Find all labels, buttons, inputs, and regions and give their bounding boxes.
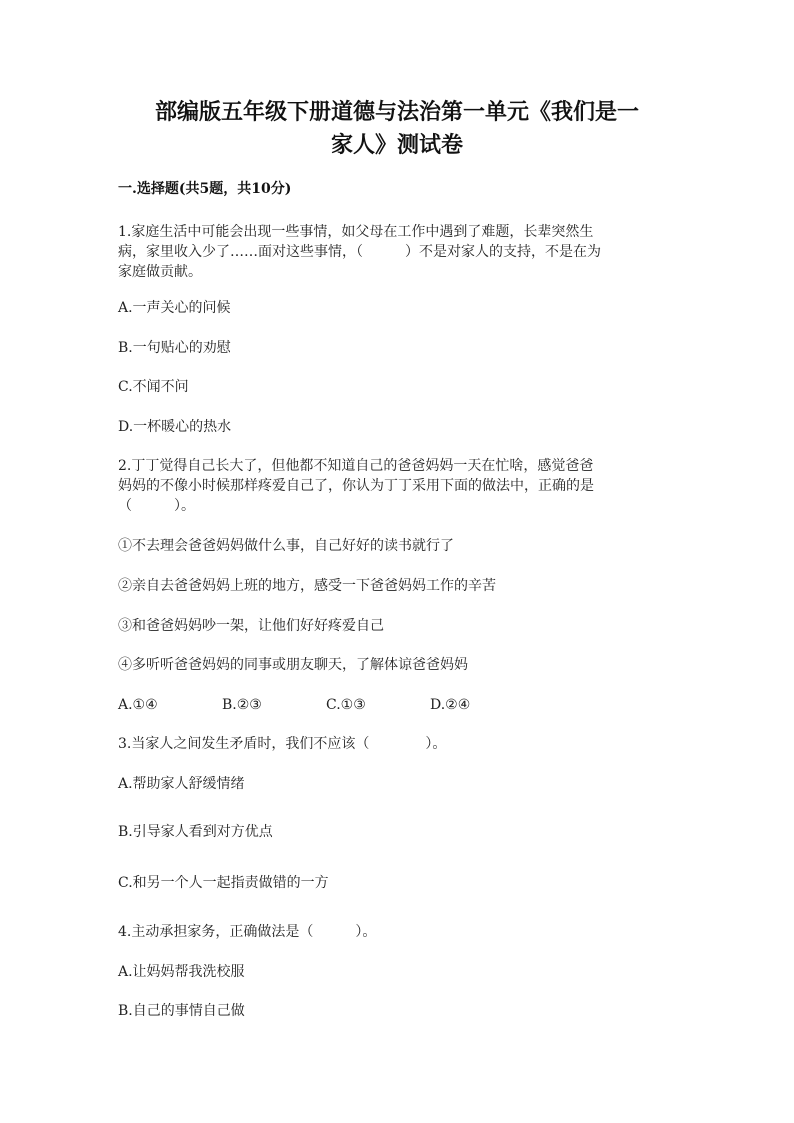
question-2-stem <box>118 456 678 516</box>
question-4-option-a: A.让妈妈帮我洗校服 <box>118 964 245 980</box>
question-4-stem: 4.主动承担家务，正确做法是（ ）。 <box>118 924 377 940</box>
question-3-stem: 3.当家人之间发生矛盾时，我们不应该（ ）。 <box>118 736 447 752</box>
question-stem-line: 病，家里收入少了……面对这些事情，（ ）不是对家人的支持，不是在为 <box>118 244 601 260</box>
question-1-option-c: C.不闻不问 <box>118 379 189 395</box>
section-heading: 一.选择题(共5题，共10分) <box>118 181 292 197</box>
question-stem-line: 妈妈的不像小时候那样疼爱自己了，你认为丁丁采用下面的做法中，正确的是 <box>118 478 594 494</box>
question-stem-line: 2.丁丁觉得自己长大了，但他都不知道自己的爸爸妈妈一天在忙啥，感觉爸爸 <box>118 458 594 474</box>
question-3-option-c: C.和另一个人一起指责做错的一方 <box>118 875 329 891</box>
document-title <box>110 96 684 162</box>
question-stem-line: （ ）。 <box>118 498 195 514</box>
question-2-statement-3: ③和爸爸妈妈吵一架，让他们好好疼爱自己 <box>118 618 384 634</box>
question-1-option-a: A.一声关心的问候 <box>118 300 231 316</box>
question-2-option-b: B.②③ <box>222 697 262 713</box>
question-stem-line: 家庭做贡献。 <box>118 264 202 280</box>
question-3-option-b: B.引导家人看到对方优点 <box>118 824 273 840</box>
question-3-option-a: A.帮助家人舒缓情绪 <box>118 776 245 792</box>
question-2-statement-1: ①不去理会爸爸妈妈做什么事，自己好好的读书就行了 <box>118 538 454 554</box>
question-2-options <box>118 695 534 715</box>
question-2-statement-4: ④多听听爸爸妈妈的同事或朋友聊天，了解体谅爸爸妈妈 <box>118 657 468 673</box>
question-stem-line: 1.家庭生活中可能会出现一些事情，如父母在工作中遇到了难题，长辈突然生 <box>118 224 594 240</box>
question-2-option-a: A.①④ <box>118 697 158 713</box>
question-2-statement-2: ②亲自去爸爸妈妈上班的地方，感受一下爸爸妈妈工作的辛苦 <box>118 578 496 594</box>
question-1-option-b: B.一句贴心的劝慰 <box>118 340 231 356</box>
question-1-stem <box>118 222 678 282</box>
title-line-2: 家人》测试卷 <box>330 132 463 158</box>
question-2-option-c: C.①③ <box>326 697 366 713</box>
title-line-1: 部编版五年级下册道德与法治第一单元《我们是一 <box>154 99 639 125</box>
question-1-option-d: D.一杯暖心的热水 <box>118 419 232 435</box>
question-4-option-b: B.自己的事情自己做 <box>118 1003 245 1019</box>
question-2-option-d: D.②④ <box>430 697 471 713</box>
